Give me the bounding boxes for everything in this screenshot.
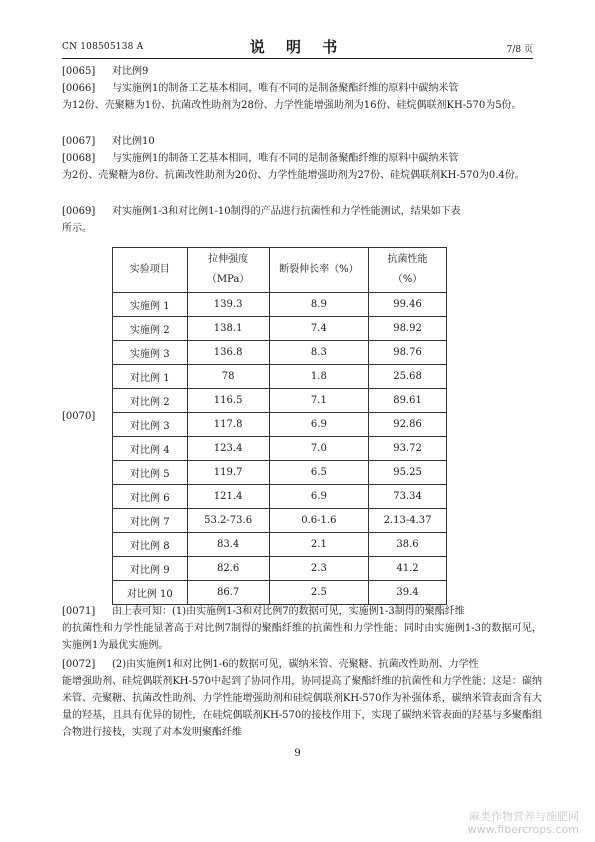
paragraph-0068: [62, 150, 542, 184]
table-row: [113, 509, 447, 533]
cell-tensile-strength: 78: [187, 365, 269, 389]
cell-elongation: 7.1: [269, 389, 368, 413]
paragraph-text: 与实施例1的制备工艺基本相同，唯有不同的是制备聚酯纤维的原料中碳纳米管: [112, 153, 459, 164]
paragraph-number: [0066]: [62, 83, 96, 94]
page-header: [62, 36, 533, 58]
paragraph-number: [0072]: [62, 659, 96, 670]
cell-antibacterial: 73.34: [369, 485, 447, 509]
column-header-antibacterial: 抗菌性能 （%）: [369, 248, 447, 293]
cell-antibacterial: 98.92: [369, 317, 447, 341]
cell-antibacterial: 39.4: [369, 581, 447, 605]
watermark-site-name: 麻类作物营养与施肥网: [469, 810, 579, 823]
paragraph-number: [0068]: [62, 153, 96, 164]
cell-item: 实施例 1: [113, 293, 188, 317]
column-header-tensile: 拉伸强度 （MPa）: [187, 248, 269, 293]
cell-tensile-strength: 136.8: [187, 341, 269, 365]
paragraph-text: 与实施例1的制备工艺基本相同，唯有不同的是制备聚酯纤维的原料中碳纳米管: [112, 83, 459, 94]
cell-item: 对比例 4: [113, 437, 188, 461]
cell-item: 实施例 3: [113, 341, 188, 365]
paragraph-0065: [62, 63, 542, 80]
cell-antibacterial: 98.76: [369, 341, 447, 365]
header-divider: [62, 58, 533, 59]
results-table: [112, 247, 447, 605]
paragraph-text-continued: 所示。: [62, 223, 92, 234]
cell-elongation: 1.8: [269, 365, 368, 389]
cell-elongation: 6.5: [269, 461, 368, 485]
table-row: [113, 293, 447, 317]
table-row: [113, 341, 447, 365]
table-row: [113, 557, 447, 581]
page-number: 9: [294, 748, 301, 759]
cell-tensile-strength: 139.3: [187, 293, 269, 317]
paragraph-text-continued: 的抗菌性和力学性能显著高于对比例7制得的聚酯纤维的抗菌性和力学性能；同时由实施例1-3的数据可见，实施例1为最优实施例。: [62, 623, 542, 651]
cell-antibacterial: 38.6: [369, 533, 447, 557]
cell-elongation: 8.9: [269, 293, 368, 317]
cell-item: 对比例 7: [113, 509, 188, 533]
cell-elongation: 7.4: [269, 317, 368, 341]
paragraph-0067: [62, 133, 542, 150]
cell-antibacterial: 92.86: [369, 413, 447, 437]
cell-antibacterial: 99.46: [369, 293, 447, 317]
paragraph-text: 对比例10: [112, 136, 155, 147]
paragraph-number: [0065]: [62, 66, 96, 77]
cell-item: 实施例 2: [113, 317, 188, 341]
watermark-url: www.fibercrops.com: [467, 823, 579, 836]
cell-elongation: 8.3: [269, 341, 368, 365]
cell-antibacterial: 93.72: [369, 437, 447, 461]
cell-tensile-strength: 123.4: [187, 437, 269, 461]
cell-antibacterial: 95.25: [369, 461, 447, 485]
cell-tensile-strength: 119.7: [187, 461, 269, 485]
doc-title: 说 明 书: [249, 38, 346, 56]
cell-item: 对比例 1: [113, 365, 188, 389]
cell-item: 对比例 10: [113, 581, 188, 605]
paragraph-text: (2)由实施例1和对比例1-6的数据可见，碳纳米管、壳聚糖、抗菌改性助剂、力学性: [112, 659, 479, 670]
table-row: [113, 317, 447, 341]
paragraph-number: [0069]: [62, 206, 96, 217]
cell-tensile-strength: 121.4: [187, 485, 269, 509]
cell-antibacterial: 25.68: [369, 365, 447, 389]
paragraph-number-0070: [0070]: [62, 411, 96, 422]
cell-tensile-strength: 117.8: [187, 413, 269, 437]
cell-tensile-strength: 82.6: [187, 557, 269, 581]
table-row: [113, 389, 447, 413]
paragraph-number: [0071]: [62, 606, 96, 617]
page-indicator: 7/8 页: [506, 45, 533, 55]
paragraph-text-continued: 能增强助剂、硅烷偶联剂KH-570中起到了协同作用，协同提高了聚酯纤维的抗菌性和力学性能；这是：碳纳米管、壳聚糖、抗菌改性助剂、力学性能增强助剂和硅烷偶联剂KH-570作为补强体系，碳纳米管表面含有大量的羟基，且具有优异的韧性，在硅烷偶联剂KH-570的接枝作用下，实现了碳纳米管表面的羟基与多聚酯组合物进行接枝，实现了对本发明聚酯纤维: [62, 676, 542, 738]
table-row: [113, 413, 447, 437]
cell-item: 对比例 2: [113, 389, 188, 413]
cell-elongation: 7.0: [269, 437, 368, 461]
cell-tensile-strength: 53.2-73.6: [187, 509, 269, 533]
paragraph-number: [0067]: [62, 136, 96, 147]
cell-antibacterial: 41.2: [369, 557, 447, 581]
paragraph-text: 对实施例1-3和对比例1-10制得的产品进行抗菌性和力学性能测试，结果如下表: [112, 206, 461, 217]
cell-elongation: 6.9: [269, 413, 368, 437]
cell-item: 对比例 3: [113, 413, 188, 437]
cell-item: 对比例 8: [113, 533, 188, 557]
cell-elongation: 0.6-1.6: [269, 509, 368, 533]
cell-antibacterial: 89.61: [369, 389, 447, 413]
paragraph-0071: [62, 603, 542, 654]
paragraph-0066: [62, 80, 542, 114]
cell-elongation: 2.1: [269, 533, 368, 557]
doc-number: CN 108505138 A: [62, 42, 144, 52]
table-row: [113, 365, 447, 389]
paragraph-text-continued: 为12份、壳聚糖为1份、抗菌改性助剂为28份、力学性能增强助剂为16份、硅烷偶联剂KH-570为5份。: [62, 100, 522, 111]
table-row: [113, 437, 447, 461]
paragraph-text-continued: 为2份、壳聚糖为8份、抗菌改性助剂为20份、力学性能增强助剂为27份、硅烷偶联剂KH-570为0.4份。: [62, 170, 525, 181]
cell-elongation: 2.5: [269, 581, 368, 605]
cell-item: 对比例 9: [113, 557, 188, 581]
cell-tensile-strength: 86.7: [187, 581, 269, 605]
column-header-elongation: 断裂伸长率（%）: [269, 248, 368, 293]
paragraph-text: 由上表可知：(1)由实施例1-3和对比例7的数据可见，实施例1-3制得的聚酯纤维: [112, 606, 465, 617]
paragraph-text: 对比例9: [112, 66, 149, 77]
cell-tensile-strength: 116.5: [187, 389, 269, 413]
table-row: [113, 581, 447, 605]
paragraph-0069: [62, 203, 542, 237]
cell-tensile-strength: 83.4: [187, 533, 269, 557]
cell-item: 对比例 5: [113, 461, 188, 485]
cell-elongation: 6.9: [269, 485, 368, 509]
cell-antibacterial: 2.13-4.37: [369, 509, 447, 533]
cell-item: 对比例 6: [113, 485, 188, 509]
paragraph-0072: [62, 656, 542, 741]
table-row: [113, 533, 447, 557]
table-row: [113, 485, 447, 509]
table-row: [113, 461, 447, 485]
column-header-item: 实验项目: [113, 248, 188, 293]
cell-tensile-strength: 138.1: [187, 317, 269, 341]
cell-elongation: 2.3: [269, 557, 368, 581]
table-header-row: [113, 248, 447, 293]
